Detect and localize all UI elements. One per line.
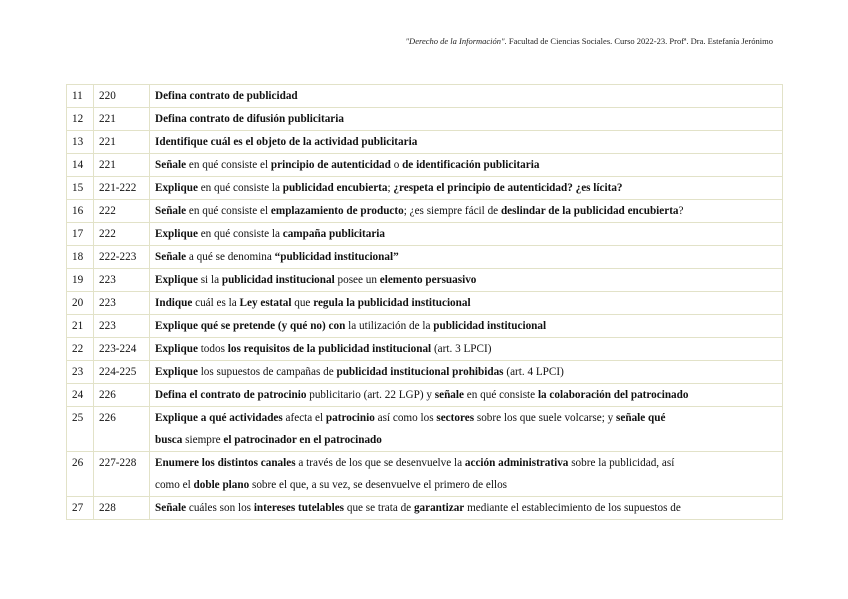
question-number: 27 [67, 497, 94, 520]
question-number: 24 [67, 384, 94, 407]
text-segment: los supuestos de campañas de [197, 366, 337, 378]
bold-text: principio de autenticidad [270, 159, 391, 171]
page-reference: 221 [94, 108, 150, 131]
table-row [67, 246, 783, 269]
bold-text: campaña publicitaria [282, 228, 385, 240]
question-line [155, 361, 777, 383]
text-segment: en qué consiste [463, 389, 538, 401]
page-reference: 223 [94, 315, 150, 338]
table-row [67, 315, 783, 338]
questions-table [66, 84, 783, 520]
question-text [150, 85, 783, 108]
page-reference: 220 [94, 85, 150, 108]
bold-text: señale qué [616, 412, 666, 424]
question-line [155, 292, 777, 314]
question-line [155, 315, 777, 337]
bold-text: Indique [155, 297, 193, 309]
question-text [150, 338, 783, 361]
question-text [150, 269, 783, 292]
table-row [67, 154, 783, 177]
bold-text: Explique [155, 343, 198, 355]
text-segment: en qué consiste el [186, 159, 271, 171]
bold-text: doble plano [193, 479, 250, 491]
table-row [67, 223, 783, 246]
question-text [150, 177, 783, 200]
question-number: 17 [67, 223, 94, 246]
question-line [155, 338, 777, 360]
question-line [155, 474, 777, 496]
text-segment: posee un [334, 274, 380, 286]
page-reference: 221 [94, 131, 150, 154]
bold-text: Señale [155, 159, 187, 171]
text-segment: sobre los que suele volcarse; y [474, 412, 617, 424]
bold-text: deslindar de la publicidad encubierta [500, 205, 679, 217]
text-segment: publicitario (art. 22 LGP) y [306, 389, 435, 401]
question-text [150, 407, 783, 452]
table-row [67, 269, 783, 292]
text-segment: ; ¿es siempre fácil de [403, 205, 501, 217]
text-segment: así como los [374, 412, 437, 424]
question-line [155, 452, 777, 474]
text-segment: afecta el [282, 412, 326, 424]
table-row [67, 131, 783, 154]
bold-text: Identifique cuál es el objeto de la actividad publicitaria [155, 136, 418, 148]
question-text [150, 246, 783, 269]
bold-text: Explique [155, 366, 198, 378]
question-text [150, 131, 783, 154]
questions-table-body [67, 85, 783, 520]
question-line [155, 154, 777, 176]
page-reference: 224-225 [94, 361, 150, 384]
text-segment: todos [197, 343, 228, 355]
bold-text: Explique a qué actividades [155, 412, 283, 424]
page-reference: 222 [94, 200, 150, 223]
question-number: 20 [67, 292, 94, 315]
bold-text: publicidad institucional [433, 320, 547, 332]
bold-text: Explique [155, 182, 198, 194]
question-number: 14 [67, 154, 94, 177]
bold-text: Defina contrato de publicidad [155, 90, 298, 102]
question-text [150, 452, 783, 497]
question-line [155, 177, 777, 199]
text-segment: cuáles son los [186, 502, 254, 514]
question-number: 11 [67, 85, 94, 108]
question-line [155, 108, 777, 130]
page-reference: 226 [94, 407, 150, 452]
text-segment: sobre el que, a su vez, se desenvuelve el primero de ellos [249, 479, 508, 491]
question-number: 16 [67, 200, 94, 223]
question-line [155, 246, 777, 268]
text-segment: la utilización de la [345, 320, 434, 332]
bold-text: Explique [155, 274, 198, 286]
table-row [67, 177, 783, 200]
text-segment: a través de los que se desenvuelve la [295, 457, 465, 469]
table-row [67, 407, 783, 452]
bold-text: Ley estatal [239, 297, 292, 309]
text-segment: cuál es la [192, 297, 240, 309]
question-number: 22 [67, 338, 94, 361]
text-segment: (art. 4 LPCI) [503, 366, 564, 378]
question-text [150, 384, 783, 407]
text-segment: que se trata de [344, 502, 414, 514]
text-segment: como el [155, 479, 194, 491]
question-number: 12 [67, 108, 94, 131]
bold-text: patrocinio [325, 412, 375, 424]
text-segment: sobre la publicidad, así [568, 457, 675, 469]
table-row [67, 338, 783, 361]
bold-text: publicidad encubierta [282, 182, 388, 194]
table-row [67, 108, 783, 131]
bold-text: publicidad institucional prohibidas [336, 366, 504, 378]
bold-text: la colaboración del patrocinado [537, 389, 689, 401]
question-number: 21 [67, 315, 94, 338]
bold-text: Señale [155, 205, 187, 217]
question-line [155, 429, 777, 451]
text-segment: en qué consiste la [197, 228, 283, 240]
question-line [155, 407, 777, 429]
bold-text: “publicidad institucional” [274, 251, 399, 263]
table-row [67, 384, 783, 407]
bold-text: Señale [155, 502, 187, 514]
bold-text: de identificación publicitaria [402, 159, 540, 171]
question-number: 19 [67, 269, 94, 292]
question-text [150, 292, 783, 315]
bold-text: el patrocinador en el patrocinado [223, 434, 382, 446]
question-number: 15 [67, 177, 94, 200]
question-line [155, 131, 777, 153]
page-reference: 227-228 [94, 452, 150, 497]
text-segment: (art. 3 LPCI) [431, 343, 492, 355]
question-line [155, 200, 777, 222]
bold-text: emplazamiento de producto [270, 205, 404, 217]
question-line [155, 85, 777, 107]
bold-text: los requisitos de la publicidad institucional [227, 343, 432, 355]
question-number: 18 [67, 246, 94, 269]
question-text [150, 108, 783, 131]
text-segment: en qué consiste el [186, 205, 271, 217]
table-row [67, 85, 783, 108]
course-title: "Derecho de la Información". [405, 36, 507, 46]
question-text [150, 497, 783, 520]
table-row [67, 292, 783, 315]
page-reference: 223-224 [94, 338, 150, 361]
bold-text: garantizar [413, 502, 465, 514]
bold-text: Defina contrato de difusión publicitaria [155, 113, 344, 125]
table-row [67, 497, 783, 520]
text-segment: en qué consiste la [197, 182, 283, 194]
page-reference: 226 [94, 384, 150, 407]
question-text [150, 154, 783, 177]
bold-text: regula la publicidad institucional [313, 297, 471, 309]
bold-text: Explique qué se pretende (y qué no) con [155, 320, 346, 332]
question-line [155, 223, 777, 245]
bold-text: elemento persuasivo [379, 274, 477, 286]
page-reference: 221 [94, 154, 150, 177]
bold-text: intereses tutelables [253, 502, 345, 514]
page-reference: 222 [94, 223, 150, 246]
page-reference: 228 [94, 497, 150, 520]
bold-text: publicidad institucional [221, 274, 335, 286]
bold-text: señale [434, 389, 464, 401]
text-segment: ? [678, 205, 684, 217]
page-header [405, 36, 773, 46]
question-text [150, 223, 783, 246]
text-segment: o [390, 159, 403, 171]
bold-text: Enumere los distintos canales [155, 457, 296, 469]
question-line [155, 497, 777, 519]
bold-text: sectores [436, 412, 475, 424]
page-reference: 223 [94, 269, 150, 292]
question-number: 25 [67, 407, 94, 452]
page-reference: 221-222 [94, 177, 150, 200]
question-number: 23 [67, 361, 94, 384]
table-row [67, 200, 783, 223]
page-reference: 223 [94, 292, 150, 315]
bold-text: busca [155, 434, 183, 446]
bold-text: Defina el contrato de patrocinio [155, 389, 307, 401]
text-segment: mediante el establecimiento de los supuestos de [464, 502, 681, 514]
text-segment: si la [197, 274, 222, 286]
question-line [155, 269, 777, 291]
text-segment: ; [387, 182, 394, 194]
header-details: Facultad de Ciencias Sociales. Curso 2022-23. Profª. Dra. Estefanía Jerónimo [506, 36, 773, 46]
text-segment: a qué se denomina [186, 251, 275, 263]
bold-text: Explique [155, 228, 198, 240]
text-segment: que [291, 297, 314, 309]
page-reference: 222-223 [94, 246, 150, 269]
question-number: 26 [67, 452, 94, 497]
question-text [150, 200, 783, 223]
bold-text: acción administrativa [464, 457, 569, 469]
table-row [67, 361, 783, 384]
bold-text: ¿respeta el principio de autenticidad? ¿es lícita? [393, 182, 623, 194]
question-line [155, 384, 777, 406]
text-segment: siempre [182, 434, 224, 446]
bold-text: Señale [155, 251, 187, 263]
question-number: 13 [67, 131, 94, 154]
table-row [67, 452, 783, 497]
question-text [150, 315, 783, 338]
question-text [150, 361, 783, 384]
